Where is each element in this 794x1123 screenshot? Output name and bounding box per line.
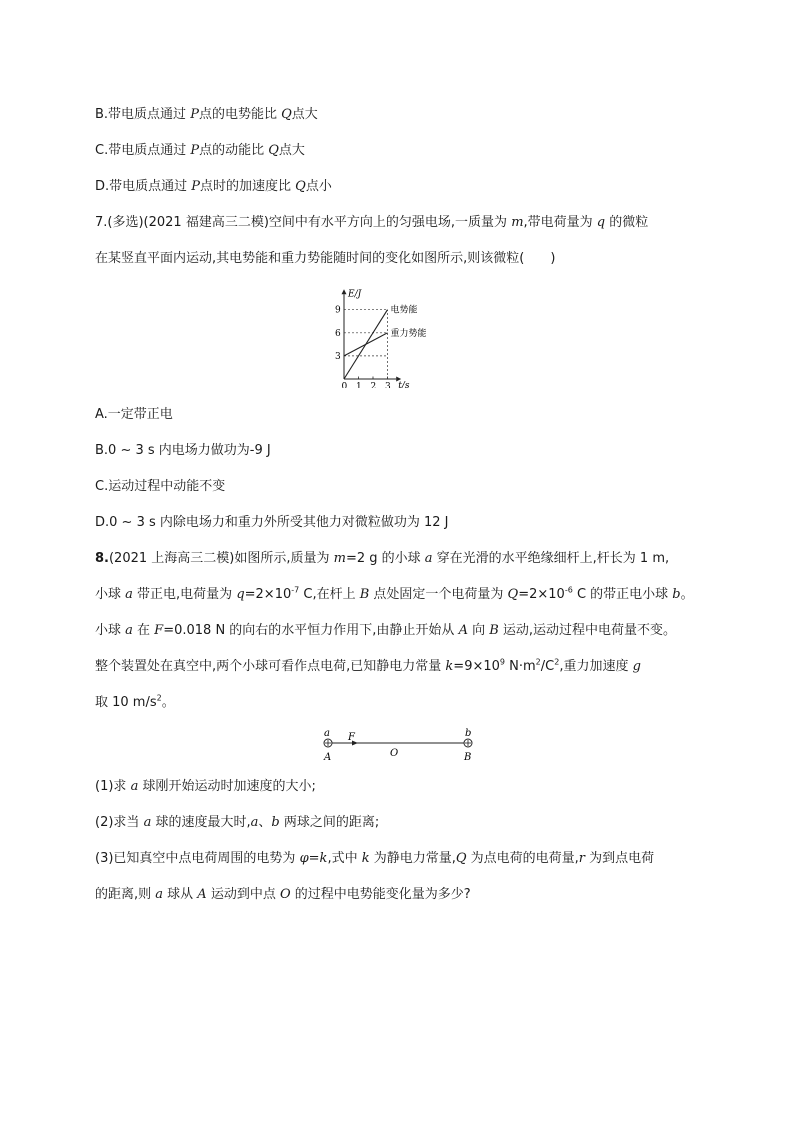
q8-sub3-line1: (3)已知真空中点电荷周围的电势为 φ=k,式中 k 为静电力常量,Q 为点电荷的电荷量,r 为到点电荷 <box>95 851 655 866</box>
x-tick-label: 0 <box>341 382 348 388</box>
x-tick-label: 2 <box>370 382 377 388</box>
series-line <box>344 333 388 356</box>
label-F: F <box>348 732 355 743</box>
q7-option-a: A.一定带正电 <box>95 407 173 422</box>
q6-option-d: D.带电质点通过 P点时的加速度比 Q点小 <box>95 179 332 194</box>
q8-stem-line2: 小球 a 带正电,电荷量为 $q=2\times 10^{-7}$ C,在杆上 B 点处固定一个电荷量为 $Q=2\times 10^{-6}$ C 的带正电小球 b。 <box>95 585 694 602</box>
q7-option-b: B.0 ~ 3 s 内电场力做功为-9 J <box>95 443 271 458</box>
q7-option-d: D.0 ~ 3 s 内除电场力和重力外所受其他力对微粒做功为 12 J <box>95 515 449 530</box>
series-label: 重力势能 <box>390 328 427 339</box>
y-axis-label: E/J <box>348 289 362 300</box>
series-label: 电势能 <box>390 305 418 316</box>
label-b: b <box>465 728 472 739</box>
q7-stem-line2: 在某竖直平面内运动,其电势能和重力势能随时间的变化如图所示,则该微粒( ) <box>95 251 556 266</box>
q8-stem-line5: 取 10 $m/s^2$。 <box>95 693 175 710</box>
q8-sub1: (1)求 a 球刚开始运动时加速度的大小; <box>95 779 316 794</box>
q8-stem-line1: 8.(2021 上海高三二模)如图所示,质量为 m=2 g 的小球 a 穿在光滑的水平绝缘细杆上,杆长为 1 m, <box>95 551 670 566</box>
q6-option-b: B.带电质点通过 P点的电势能比 Q点大 <box>95 107 318 122</box>
x-axis-label: t/s <box>398 381 410 388</box>
label-a: a <box>324 728 330 739</box>
q8-stem-line3: 小球 a 在 F=0.018 N 的向右的水平恒力作用下,由静止开始从 A 向 B 运动,运动过程中电荷量不变。 <box>95 623 677 638</box>
q7-option-c: C.运动过程中动能不变 <box>95 479 226 494</box>
q8-stem-line4: 整个装置处在真空中,两个小球可看作点电荷,已知静电力常量 $k=9\times 10^9$ $N\cdot m^2/C^2$,重力加速度 g <box>95 657 641 674</box>
q8-sub3-line2: 的距离,则 a 球从 A 运动到中点 O 的过程中电势能变化量为多少? <box>95 887 471 902</box>
label-B: B <box>464 752 472 763</box>
x-tick-label: 3 <box>385 382 391 388</box>
q6-option-c: C.带电质点通过 P点的动能比 Q点大 <box>95 143 305 158</box>
q8-sub2: (2)求当 a 球的速度最大时,a、b 两球之间的距离; <box>95 815 380 830</box>
rod-figure <box>318 726 478 764</box>
label-O: O <box>390 748 399 759</box>
y-tick-label: 6 <box>335 328 341 339</box>
y-tick-label: 3 <box>335 351 341 362</box>
label-A: A <box>324 752 332 763</box>
energy-time-chart <box>320 284 480 388</box>
q7-stem-line1: 7.(多选)(2021 福建高三二模)空间中有水平方向上的匀强电场,一质量为 m,带电荷量为 q 的微粒 <box>95 215 649 230</box>
x-tick-label: 1 <box>356 382 362 388</box>
y-tick-label: 9 <box>335 305 341 316</box>
y-axis-arrow <box>342 289 347 294</box>
